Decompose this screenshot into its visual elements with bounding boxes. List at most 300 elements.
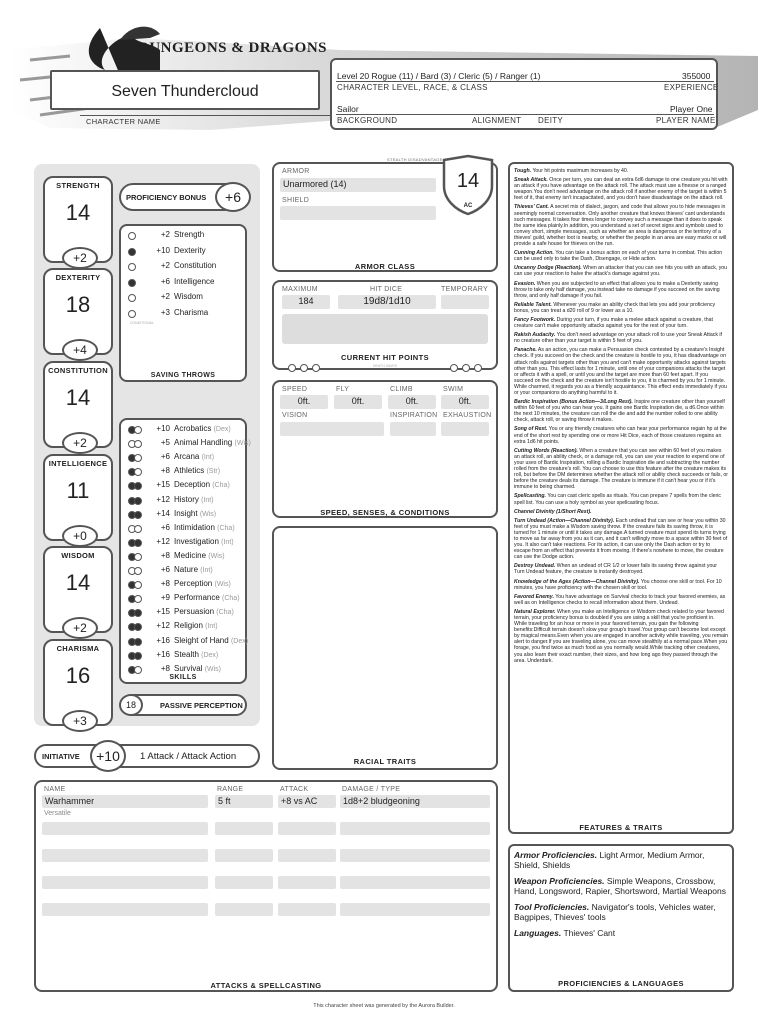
- expertise-dot: [134, 482, 142, 490]
- expertise-dot: [134, 638, 142, 646]
- expertise-dot: [134, 468, 142, 476]
- saving-throw-value: +3: [160, 307, 170, 317]
- header-line-1: [336, 81, 714, 82]
- feature-text: Your hit points maximum increases by 40.: [531, 168, 629, 174]
- saving-throw-value: +2: [160, 230, 170, 239]
- skill-name: Acrobatics: [174, 424, 212, 433]
- skill-label: [174, 438, 251, 447]
- speed-field-speed[interactable]: 0ft.: [280, 395, 328, 409]
- skill-value: +8: [160, 550, 170, 560]
- speed-field-fly[interactable]: 0ft.: [334, 395, 382, 409]
- attack-name-field[interactable]: [42, 849, 208, 862]
- alignment-label: ALIGNMENT: [472, 116, 522, 125]
- proficiencies-title: PROFICIENCIES & LANGUAGES: [558, 979, 684, 988]
- expertise-dot: [134, 609, 142, 617]
- feature-entry: [514, 347, 728, 396]
- expertise-dot: [134, 623, 142, 631]
- attack-range-field[interactable]: [215, 822, 273, 835]
- header-line-2: [336, 114, 714, 115]
- feature-text: You or any friendly creatures who can hear your performance regain hp at the end of the short rest by spending one or more Hit Dice, each of those creatures regains an extra 1d6 hit points.: [514, 426, 727, 445]
- ability-wisdom: [43, 546, 113, 633]
- ability-modifier[interactable]: +2: [62, 247, 98, 269]
- ability-name: INTELLIGENCE: [48, 459, 108, 468]
- feature-text: Each undead that can see or hear you within 30 feet of you must make a Wisdom saving throw. If the creature fails its saving throw, it is turned for 1 minute or until it takes any damage.A turned creature must spend its turns trying to move as far away from you as it can, and it can't willingly move to a space within 30 feet of you. It also can't take reactions. For its action, it can use only the Dash action or try to escape from an effect that prevents it from moving. If there's nowhere to move, the creature can use the Dodge action.: [514, 517, 728, 561]
- proficiency-bonus-value[interactable]: +6: [215, 182, 251, 212]
- proficiency-text: Thieves' Cant: [561, 928, 616, 938]
- skill-value: +16: [156, 649, 170, 659]
- ability-charisma: [43, 639, 113, 726]
- initiative-label: INITIATIVE: [42, 752, 80, 761]
- expertise-dot: [134, 426, 142, 434]
- skill-nature[interactable]: [126, 565, 246, 577]
- attack-range-field[interactable]: [215, 849, 273, 862]
- skill-ability: (Wis): [199, 510, 217, 518]
- attack-header: DAMAGE / TYPE: [342, 786, 401, 793]
- skill-label: [174, 607, 234, 616]
- skill-label: [174, 593, 240, 602]
- saving-throw-value: +2: [160, 292, 170, 301]
- feature-entry: [514, 168, 728, 174]
- skill-label: [174, 621, 218, 630]
- attack-name-field[interactable]: [42, 876, 208, 889]
- feature-entry: [514, 594, 728, 606]
- expertise-dot: [134, 525, 142, 533]
- feature-text: When a creature that you can see within 60 feet of you makes an attack roll, an ability check, or a damage roll, you can use your reaction to expend one of your uses of Bardic Inspiration, rolling a Bardic Inspiration die and subtracting the number rolled from the creature's roll. You can choose to use this feature after the creature makes its roll, but before the DM determines whether the attack roll or ability check succeeds or fails, or before the creature deals its damage. The creature is immune if it can't hear you or if it's immune to being charmed.: [514, 447, 728, 491]
- saving-throw-intelligence[interactable]: [126, 277, 246, 289]
- skill-persuasion[interactable]: [126, 607, 246, 619]
- skill-deception[interactable]: [126, 480, 246, 492]
- skill-label: [174, 579, 231, 588]
- skill-arcana[interactable]: [126, 452, 246, 464]
- attack-name-field[interactable]: [42, 822, 208, 835]
- skill-ability: (Wis): [214, 581, 231, 589]
- skill-name: Perception: [174, 579, 213, 589]
- skill-ability: (Wis): [234, 440, 251, 448]
- skill-value: +5: [160, 438, 170, 448]
- feature-text: When you make an Intelligence or Wisdom check related to your favored terrain, your proficiency bonus is doubled if you are using a skill that you're proficient in. While traveling for an hour or more in your favored terrain, you gain the following benefits:Difficult terrain doesn't slow your group's travel.Your group can't become lost except by magical means.Even when you are engaged in another activity while traveling, you remain alert to danger.If you are traveling alone, you can move stealthily at a normal pace.When you forage, you find twice as much food as you normally would.While tracking other creatures, you also learn their exact number, their sizes, and how long ago they passed through the area. Underdark.: [514, 608, 728, 664]
- feature-entry: [514, 509, 728, 515]
- skill-ability: (Wis): [208, 552, 225, 560]
- skill-ability: (Cha): [216, 609, 234, 617]
- hp-max-field[interactable]: 184: [282, 295, 330, 309]
- feature-entry: [514, 281, 728, 299]
- skill-name: Insight: [174, 508, 198, 518]
- skill-acrobatics[interactable]: [126, 424, 246, 436]
- feature-text: As an action, you can make a Persuasion check contested by a creature's Insight check. If you succeed on the check and the creature is hostile to you, it has disadvantage on attack rolls against targets other than you and can't make opportunity attacks against targets other than you. This effect lasts for 1 minute, until one of your companions attacks the target or affects it with a spell, or until you and the target are more than 60 feet apart. If you succeed on the check and the creature isn't hostile to you, it is charmed by you for 1 minute. While charmed, it regards you as a friendly acquaintance. This effect ends immediately if you or your companions do anything harmful to it.: [514, 347, 727, 396]
- feature-entry: [514, 426, 728, 444]
- passive-perception-label: PASSIVE PERCEPTION: [160, 701, 243, 710]
- initiative-value[interactable]: +10: [90, 740, 126, 772]
- feature-name: Knowledge of the Ages (Action—Channel Divinity).: [514, 578, 640, 585]
- feature-text: You can take a bonus action on each of your turns in combat. This action can be used only to take the Dash, Disengage, or Hide action.: [514, 250, 723, 263]
- feature-entry: [514, 563, 728, 575]
- feature-entry: [514, 332, 728, 344]
- feature-name: Song of Rest.: [514, 426, 548, 433]
- proficiency-entry: [514, 902, 730, 922]
- saving-throw-strength[interactable]: [126, 230, 246, 242]
- speed-label-fly: FLY: [336, 386, 350, 393]
- proficiency-marker[interactable]: [128, 232, 136, 240]
- saving-throws-conditional-label: CONDITIONAL: [130, 321, 154, 325]
- saving-throw-name: Wisdom: [174, 292, 203, 301]
- ability-name: STRENGTH: [56, 181, 100, 190]
- current-hp-title: CURRENT HIT POINTS: [340, 353, 430, 362]
- proficiency-marker[interactable]: [128, 310, 136, 318]
- attack-range-field[interactable]: [215, 903, 273, 916]
- passive-perception-value[interactable]: 18: [119, 694, 143, 716]
- skill-ability: (Cha): [217, 524, 235, 532]
- attack-damage-field[interactable]: [340, 822, 490, 835]
- speed-label-speed: SPEED: [282, 386, 308, 393]
- ability-modifier[interactable]: +0: [62, 525, 98, 547]
- proficiency-name: Weapon Proficiencies.: [514, 876, 605, 886]
- ability-intelligence: [43, 454, 113, 541]
- feature-entry: [514, 302, 728, 314]
- skill-label: [174, 495, 214, 504]
- feature-name: Turn Undead (Action—Channel Divinity).: [514, 517, 615, 524]
- feature-text: Once per turn, you can deal an extra 6d6 damage to one creature you hit with an attack if you have advantage on the attack roll. The attack must use a finesse or a ranged weapon.You don't need advantage on the attack roll if another enemy of the target is within 5 feet of it, that enemy isn't incapacitated, and you don't have disadvantage on the attack roll.: [514, 177, 728, 202]
- feature-entry: [514, 609, 728, 664]
- skill-label: [174, 509, 216, 518]
- feature-entry: [514, 317, 728, 329]
- skill-label: [174, 452, 214, 461]
- skill-name: Deception: [174, 480, 211, 490]
- feature-entry: [514, 579, 728, 591]
- attack-note: Versatile: [44, 810, 71, 817]
- feature-name: Rakish Audacity.: [514, 332, 556, 339]
- proficiency-marker[interactable]: [128, 294, 136, 302]
- feature-name: Bardic Inspiration (Bonus Action—3/Long Rest).: [514, 399, 633, 406]
- skill-label: [174, 523, 235, 532]
- class-level[interactable]: Level 20 Rogue (11) / Bard (3) / Cleric (5) / Ranger (1): [337, 71, 541, 81]
- player-name[interactable]: Player One: [670, 104, 713, 114]
- feature-text: Whenever you make an ability check that lets you add your proficiency bonus, you can treat a d20 roll of 9 or lower as a 10.: [514, 301, 716, 314]
- feature-text: When an undead of CR 1/2 or lower fails its saving throw against your Turn Undead feature, the creature is instantly destroyed.: [514, 563, 717, 576]
- saving-throw-wisdom[interactable]: [126, 292, 246, 304]
- expertise-dot: [134, 595, 142, 603]
- feature-name: Channel Divinity (1/Short Rest).: [514, 508, 592, 515]
- proficiency-marker[interactable]: [128, 263, 136, 271]
- skill-name: Sleight of Hand: [174, 635, 229, 645]
- feature-text: You choose one skill or tool. For 10 minutes, you have proficiency with the chosen skill or tool.: [514, 578, 722, 591]
- attack-attack-field[interactable]: [278, 849, 336, 862]
- ability-score[interactable]: 11: [66, 478, 90, 503]
- feature-entry: [514, 399, 728, 423]
- feature-text: You have advantage on Survival checks to track your favored enemies, as well as on Intelligence checks to recall information about them. Undead.: [514, 593, 726, 606]
- proficiency-text: Simple Weapons, Crossbow, Hand, Longsword, Rapier, Shortsword, Martial Weapons: [514, 876, 726, 896]
- skill-value: +14: [156, 508, 170, 518]
- skill-value: +16: [156, 635, 170, 645]
- skill-name: Persuasion: [174, 607, 215, 617]
- skill-ability: (Str): [206, 468, 221, 476]
- skill-investigation[interactable]: [126, 537, 246, 549]
- feature-name: Natural Explorer.: [514, 608, 556, 615]
- skill-value: +12: [156, 621, 170, 631]
- armor-field[interactable]: Unarmored (14): [280, 178, 436, 192]
- attack-attack-field[interactable]: +8 vs AC: [278, 795, 336, 808]
- skill-performance[interactable]: [126, 593, 246, 605]
- attack-range-field[interactable]: [215, 876, 273, 889]
- proficiency-name: Languages.: [514, 928, 562, 938]
- skill-religion[interactable]: [126, 621, 246, 633]
- expertise-dot: [134, 666, 142, 674]
- feature-name: Favored Enemy.: [514, 593, 554, 600]
- experience-label: EXPERIENCE: [664, 83, 719, 92]
- feature-entry: [514, 493, 728, 505]
- exhaustion-field[interactable]: [441, 422, 489, 436]
- saving-throw-value: +2: [160, 261, 170, 270]
- skill-value: +15: [156, 480, 170, 490]
- class-level-label: CHARACTER LEVEL, RACE, & CLASS: [337, 83, 488, 92]
- skill-name: Animal Handling: [174, 438, 233, 448]
- expertise-dot: [134, 567, 142, 575]
- skill-label: [174, 565, 213, 574]
- attack-damage-field[interactable]: [340, 849, 490, 862]
- skill-ability: (Int): [200, 567, 213, 574]
- saving-throw-name: Constitution: [174, 261, 217, 270]
- skill-name: Arcana: [174, 452, 200, 462]
- skill-name: Nature: [174, 565, 199, 574]
- skill-intimidation[interactable]: [126, 523, 246, 535]
- proficiency-name: Armor Proficiencies.: [514, 850, 598, 860]
- skill-value: +10: [156, 424, 170, 433]
- speed-label-swim: SWIM: [443, 386, 464, 393]
- saving-throws-title: SAVING THROWS: [150, 372, 216, 379]
- expertise-dot: [134, 497, 142, 505]
- attack-name-field[interactable]: Warhammer: [42, 795, 208, 808]
- skill-value: +8: [160, 579, 170, 589]
- skill-label: [174, 424, 231, 433]
- feature-text: You don't need advantage on your attack roll to use your Sneak Attack if no creature other than your target is within 5 feet of you.: [514, 332, 722, 345]
- attack-header: RANGE: [217, 786, 244, 793]
- proficiency-marker[interactable]: [128, 279, 136, 287]
- proficiency-entry: [514, 928, 730, 938]
- attacks-per-action: 1 Attack / Attack Action: [140, 751, 237, 762]
- feature-entry: [514, 250, 728, 262]
- character-name-line: [80, 115, 330, 116]
- skill-ability: (Int): [221, 538, 234, 546]
- proficiency-marker[interactable]: [128, 248, 136, 256]
- speed-field-swim[interactable]: 0ft.: [441, 395, 489, 409]
- feature-entry: [514, 265, 728, 277]
- skill-name: Survival: [174, 663, 203, 673]
- saving-throw-value: +6: [160, 276, 170, 286]
- skill-label: [174, 466, 220, 475]
- feature-name: Fancy Footwork.: [514, 316, 556, 323]
- feature-name: Uncanny Dodge (Reaction).: [514, 265, 582, 272]
- skill-history[interactable]: [126, 495, 246, 507]
- ability-modifier[interactable]: +2: [62, 432, 98, 454]
- feature-entry: [514, 448, 728, 491]
- attack-damage-field[interactable]: [340, 903, 490, 916]
- racial-traits-box: [272, 526, 498, 770]
- armor-class-value[interactable]: 14: [456, 170, 480, 192]
- hit-dice-field[interactable]: 19d8/1d10: [338, 295, 436, 309]
- experience[interactable]: 355000: [682, 71, 711, 81]
- attack-damage-field[interactable]: 1d8+2 bludgeoning: [340, 795, 490, 808]
- skill-perception[interactable]: [126, 579, 246, 591]
- expertise-dot: [134, 652, 142, 660]
- proficiency-text: Light Armor, Medium Armor, Shield, Shields: [514, 850, 705, 870]
- skill-value: +12: [156, 494, 170, 504]
- skill-value: +6: [160, 452, 170, 462]
- skill-name: Intimidation: [174, 522, 215, 532]
- feature-name: Panache.: [514, 347, 537, 354]
- ability-score[interactable]: 14: [65, 200, 91, 225]
- skill-insight[interactable]: [126, 509, 246, 521]
- skill-ability: (Int): [205, 623, 218, 631]
- feature-entry: [514, 177, 728, 201]
- skill-ability: (Cha): [222, 595, 240, 603]
- skill-animal-handling[interactable]: [126, 438, 251, 450]
- feature-text: During your turn, if you make a melee attack against a creature, that creature can't make opportunity attacks against you for the rest of your turn.: [514, 316, 713, 330]
- ability-score[interactable]: 14: [65, 570, 91, 595]
- skill-sleight-of-hand[interactable]: [126, 635, 249, 648]
- ability-name: WISDOM: [61, 551, 95, 560]
- skill-label: [174, 636, 248, 645]
- proficiencies-list: [514, 850, 730, 944]
- feature-name: Destroy Undead.: [514, 563, 556, 570]
- character-name[interactable]: Seven Thundercloud: [111, 83, 259, 100]
- features-list: [514, 168, 728, 816]
- skill-name: Investigation: [174, 536, 219, 546]
- feature-text: When an attacker that you can see hits you with an attack, you can use your reaction to halve the attack's damage against you.: [514, 265, 728, 278]
- attack-attack-field[interactable]: [278, 903, 336, 916]
- expertise-dot: [134, 440, 142, 448]
- feature-name: Cunning Action.: [514, 250, 554, 257]
- background[interactable]: Sailor: [337, 104, 359, 114]
- attack-attack-field[interactable]: [278, 876, 336, 889]
- feature-name: Spellcasting.: [514, 493, 546, 500]
- feature-name: Evasion.: [514, 280, 536, 287]
- skill-label: [174, 551, 225, 560]
- skill-ability: (Dex): [201, 651, 219, 659]
- attack-header: ATTACK: [280, 786, 309, 793]
- ability-score[interactable]: 14: [65, 385, 91, 410]
- saving-throw-constitution[interactable]: [126, 261, 246, 273]
- feature-text: When you are subjected to an effect that allows you to make a Dexterity saving throw to take only half damage, you instead take no damage if you succeed on the saving throw, and only half damage if you fail.: [514, 280, 720, 299]
- ability-modifier[interactable]: +2: [62, 617, 98, 639]
- footer-note: This character sheet was generated by the Aurora Builder.: [313, 1003, 455, 1009]
- attacks-title: ATTACKS & SPELLCASTING: [210, 981, 322, 990]
- expertise-dot: [134, 539, 142, 547]
- ability-strength: [43, 176, 113, 263]
- skill-medicine[interactable]: [126, 551, 246, 563]
- proficiency-text: Navigator's tools, Vehicles water, Bagpipes, Thieves' tools: [514, 902, 716, 922]
- expertise-dot: [134, 511, 142, 519]
- inspiration-label: INSPIRATION: [390, 412, 438, 419]
- skill-name: Stealth: [174, 649, 199, 659]
- skill-name: Medicine: [174, 550, 207, 560]
- speed-title: SPEED, SENSES, & CONDITIONS: [320, 508, 450, 517]
- skill-name: History: [174, 494, 199, 504]
- hp-temp-field[interactable]: [441, 295, 489, 309]
- character-name-label: CHARACTER NAME: [86, 117, 161, 126]
- skills-title: SKILLS: [169, 674, 197, 681]
- feature-entry: [514, 204, 728, 247]
- skill-value: +15: [156, 607, 170, 617]
- feature-name: Reliable Talent.: [514, 301, 552, 308]
- proficiency-entry: [514, 876, 730, 896]
- speed-field-climb[interactable]: 0ft.: [388, 395, 436, 409]
- expertise-dot: [134, 581, 142, 589]
- ability-name: CHARISMA: [56, 644, 100, 653]
- ability-score[interactable]: 18: [65, 292, 91, 317]
- skill-stealth[interactable]: [126, 650, 246, 662]
- ability-name: CONSTITUTION: [48, 366, 108, 375]
- saving-throw-charisma[interactable]: [126, 308, 246, 320]
- ability-dexterity: [43, 268, 113, 355]
- attack-damage-field[interactable]: [340, 876, 490, 889]
- feature-name: Cutting Words (Reaction).: [514, 447, 578, 454]
- shield-field[interactable]: [280, 206, 436, 220]
- vision-field[interactable]: [280, 422, 384, 436]
- skill-value: +12: [156, 536, 170, 546]
- current-hp-field[interactable]: [282, 314, 488, 344]
- attack-attack-field[interactable]: [278, 822, 336, 835]
- inspiration-field[interactable]: [390, 422, 436, 436]
- skill-name: Religion: [174, 621, 203, 631]
- player-name-label: PLAYER NAME: [656, 116, 716, 125]
- stealth-disadvantage-label: STEALTH DISADVANTAGE: [387, 157, 443, 162]
- skill-athletics[interactable]: [126, 466, 246, 478]
- armor-class-title: ARMOR CLASS: [354, 262, 416, 271]
- skill-label: [174, 664, 221, 673]
- skill-value: +6: [160, 565, 170, 574]
- proficiency-entry: [514, 850, 730, 870]
- skill-value: +8: [160, 466, 170, 476]
- deity-label: DEITY: [538, 116, 564, 125]
- racial-traits-title: RACIAL TRAITS: [353, 757, 417, 766]
- saving-throw-name: Charisma: [174, 307, 209, 317]
- expertise-dot: [134, 454, 142, 462]
- hp-max-label: MAXIMUM: [282, 286, 318, 293]
- skill-ability: (Wis): [204, 665, 222, 673]
- saving-throw-value: +10: [156, 245, 170, 255]
- feature-text: You can cast cleric spells as rituals. You can prepare 7 spells from the cleric spell list. You can use a holy symbol as your spellcasting focus.: [514, 493, 722, 506]
- skill-label: [174, 650, 218, 659]
- ability-modifier[interactable]: +4: [62, 339, 98, 361]
- ability-score[interactable]: 16: [65, 663, 91, 688]
- skill-ability: (Cha): [212, 482, 230, 490]
- speed-label-climb: CLIMB: [390, 386, 413, 393]
- vision-label: VISION: [282, 412, 308, 419]
- attack-header: NAME: [44, 786, 66, 793]
- shield-label: SHIELD: [282, 197, 310, 204]
- attack-name-field[interactable]: [42, 903, 208, 916]
- saving-throw-name: Strength: [174, 230, 205, 239]
- proficiency-bonus-label: PROFICIENCY BONUS: [126, 193, 207, 202]
- hit-dice-label: HIT DICE: [370, 286, 403, 293]
- saving-throw-name: Dexterity: [174, 245, 206, 255]
- ability-modifier[interactable]: +3: [62, 710, 98, 732]
- expertise-dot: [134, 553, 142, 561]
- saving-throw-dexterity[interactable]: [126, 246, 246, 258]
- feature-name: Thieves' Cant.: [514, 204, 549, 211]
- skill-value: +9: [160, 593, 170, 603]
- hp-temp-label: TEMPORARY: [441, 286, 488, 293]
- feature-entry: [514, 518, 728, 561]
- armor-class-label: AC: [463, 203, 473, 209]
- death-saves-label: DEATH SAVES: [373, 364, 397, 368]
- attack-range-field[interactable]: 5 ft: [215, 795, 273, 808]
- ability-constitution: [43, 361, 113, 448]
- ability-name: DEXTERITY: [55, 273, 101, 282]
- skill-ability: (Int): [201, 496, 214, 504]
- logo: DUNGEONS & DRAGONS: [138, 40, 328, 56]
- features-title: FEATURES & TRAITS: [579, 823, 663, 832]
- feature-text: Inspire one creature other than yourself within 60 feet of you who can hear you. It gains one Bardic Inspiration die, a d6.Once within the next 10 minutes, the creature can roll the die and add the number rolled to one ability check, attack roll, or saving throw it makes.: [514, 399, 725, 424]
